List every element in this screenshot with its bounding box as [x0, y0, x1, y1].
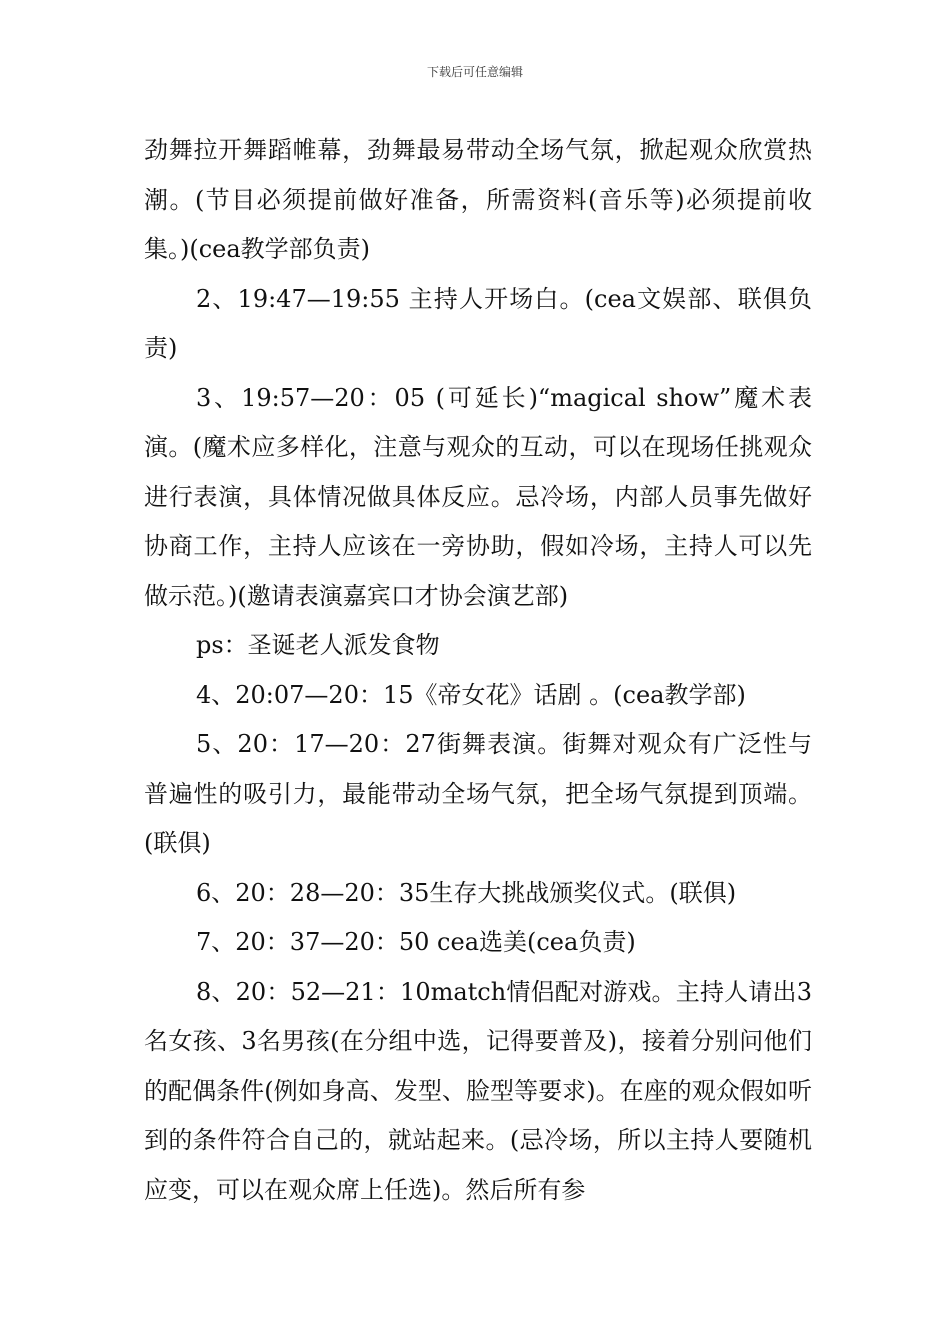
- page-header: 下载后可任意编辑: [426, 65, 523, 79]
- paragraph-opening-dance: 劲舞拉开舞蹈帷幕，劲舞最易带动全场气氛，掀起观众欣赏热潮。(节目必须提前做好准备，所需资料(音乐等)必须提前收集。)(cea教学部负责): [144, 136, 812, 263]
- paragraph-item-3-magic-show: 3、19:57—20：05 (可延长)“magical show”魔术表演。(魔术应多样化，注意与观众的互动，可以在现场任挑观众进行表演，具体情况做具体反应。忌冷场，内部人员事先做好协商工作，主持人应该在一旁协助，假如冷场，主持人可以先做示范。)(邀请表演嘉宾口才协会演艺部): [144, 383, 812, 610]
- paragraph-item-2-host-opening: 2、19:47—19:55 主持人开场白。(cea文娱部、联俱负责): [144, 284, 812, 362]
- paragraph-item-7-pageant: 7、20：37—20：50 cea选美(cea负责): [196, 928, 636, 956]
- paragraph-ps-santa: ps：圣诞老人派发食物: [196, 631, 440, 659]
- paragraph-item-8-match-game: 8、20：52—21：10match情侣配对游戏。主持人请出3名女孩、3名男孩(在分组中选，记得要普及)，接着分别问他们的配偶条件(例如身高、发型、脸型等要求)。在座的观众假如听到的条件符合自己的，就站起来。(忌冷场，所以主持人要随机应变，可以在观众席上任选)。然后所有参: [144, 977, 812, 1204]
- paragraph-item-4-drama: 4、20:07—20：15《帝女花》话剧 。(cea教学部): [196, 680, 746, 709]
- paragraph-item-6-award-ceremony: 6、20：28—20：35生存大挑战颁奖仪式。(联俱): [196, 878, 737, 907]
- document-body: [144, 126, 812, 1215]
- paragraph-item-5-street-dance: 5、20：17—20：27街舞表演。街舞对观众有广泛性与普遍性的吸引力，最能带动全场气氛，把全场气氛提到顶端。(联俱): [144, 730, 812, 857]
